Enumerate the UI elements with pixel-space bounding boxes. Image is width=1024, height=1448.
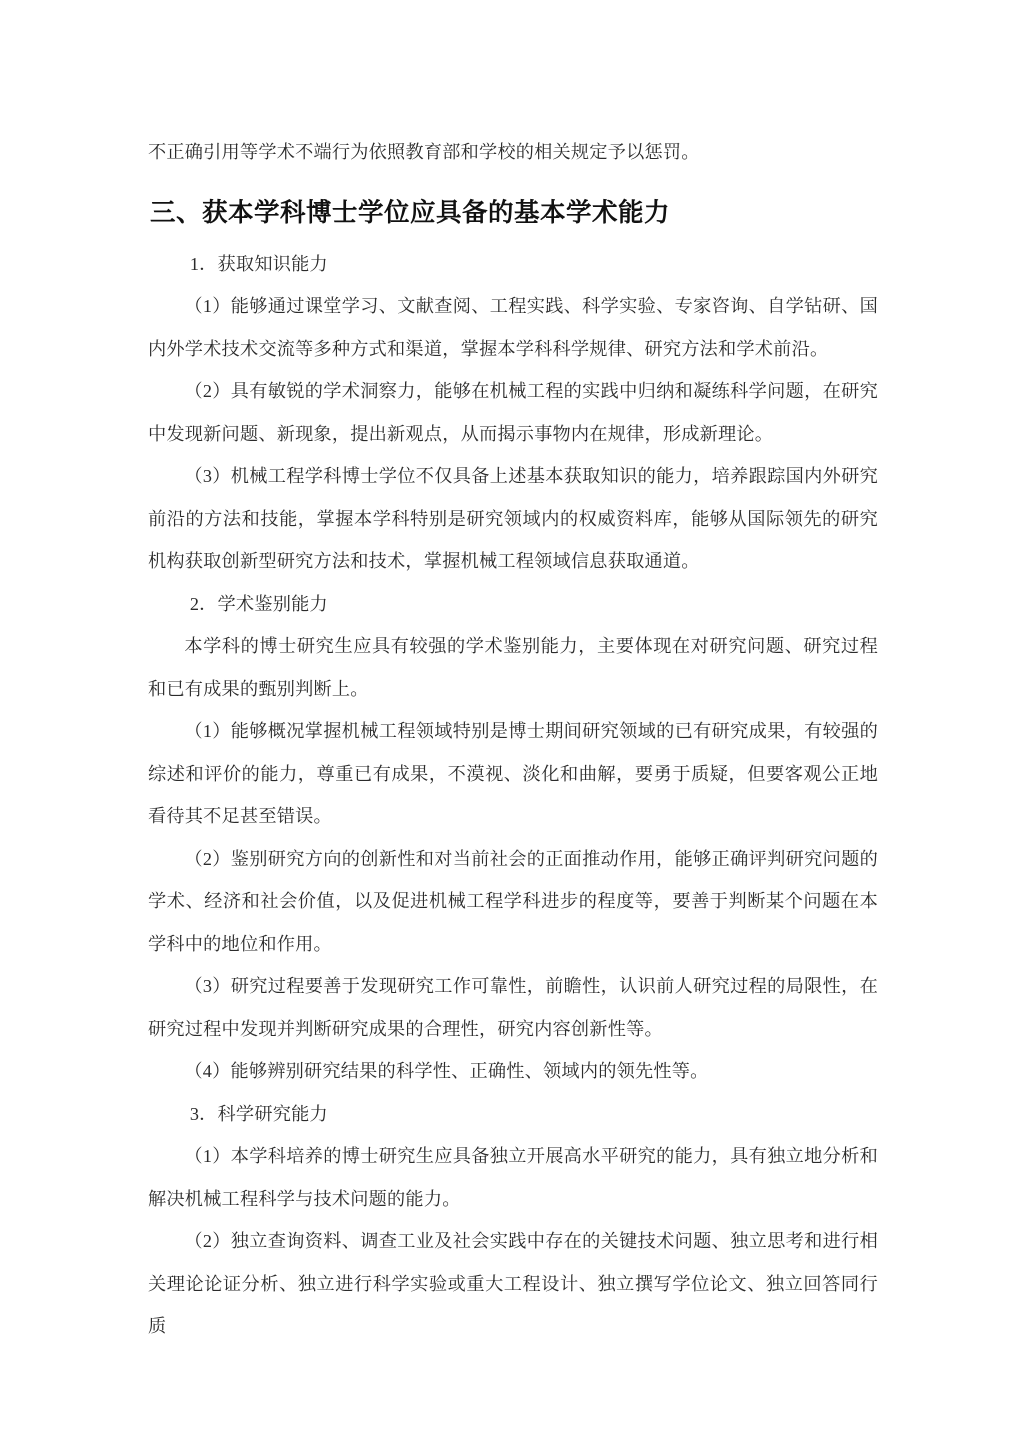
paragraph: 本学科的博士研究生应具有较强的学术鉴别能力，主要体现在对研究问题、研究过程和已有成果的甄别判断上。 — [148, 636, 878, 699]
paragraph: （1）能够通过课堂学习、文献查阅、工程实践、科学实验、专家咨询、自学钻研、国内外学术技术交流等多种方式和渠道，掌握本学科科学规律、研究方法和学术前沿。 — [148, 296, 878, 359]
continuation-paragraph: 不正确引用等学术不端行为依照教育部和学校的相关规定予以惩罚。 — [148, 142, 700, 162]
paragraph: （2）鉴别研究方向的创新性和对当前社会的正面推动作用，能够正确评判研究问题的学术、经济和社会价值，以及促进机械工程学科进步的程度等，要善于判断某个问题在本学科中的地位和作用。 — [148, 848, 878, 954]
subsection-title-academic-discernment: 2．学术鉴别能力 — [189, 593, 328, 614]
section-heading: 三、获本学科博士学位应具备的基本学术能力 — [150, 198, 671, 227]
subsection-title-scientific-research: 3．科学研究能力 — [189, 1103, 328, 1124]
paragraph: （2）具有敏锐的学术洞察力，能够在机械工程的实践中归纳和凝练科学问题，在研究中发现新问题、新现象，提出新观点，从而揭示事物内在规律，形成新理论。 — [148, 381, 878, 444]
subsection-title-knowledge-acquisition: 1．获取知识能力 — [189, 253, 328, 274]
paragraph: （3）研究过程要善于发现研究工作可靠性，前瞻性，认识前人研究过程的局限性，在研究过程中发现并判断研究成果的合理性，研究内容创新性等。 — [148, 976, 878, 1039]
paragraph: （3）机械工程学科博士学位不仅具备上述基本获取知识的能力，培养跟踪国内外研究前沿的方法和技能，掌握本学科特别是研究领域内的权威资料库，能够从国际领先的研究机构获取创新型研究方法和技术，掌握机械工程领域信息获取通道。 — [148, 466, 878, 571]
text-column — [148, 131, 878, 1348]
paragraph: （4）能够辨别研究结果的科学性、正确性、领域内的领先性等。 — [184, 1061, 709, 1081]
paragraph: （1）本学科培养的博士研究生应具备独立开展高水平研究的能力，具有独立地分析和解决机械工程科学与技术问题的能力。 — [148, 1146, 878, 1209]
paragraph: （2）独立查询资料、调查工业及社会实践中存在的关键技术问题、独立思考和进行相关理论论证分析、独立进行科学实验或重大工程设计、独立撰写学位论文、独立回答同行质 — [148, 1231, 878, 1336]
paragraph: （1）能够概况掌握机械工程领域特别是博士期间研究领域的已有研究成果，有较强的综述和评价的能力，尊重已有成果，不漠视、淡化和曲解，要勇于质疑，但要客观公正地看待其不足甚至错误。 — [148, 721, 878, 826]
